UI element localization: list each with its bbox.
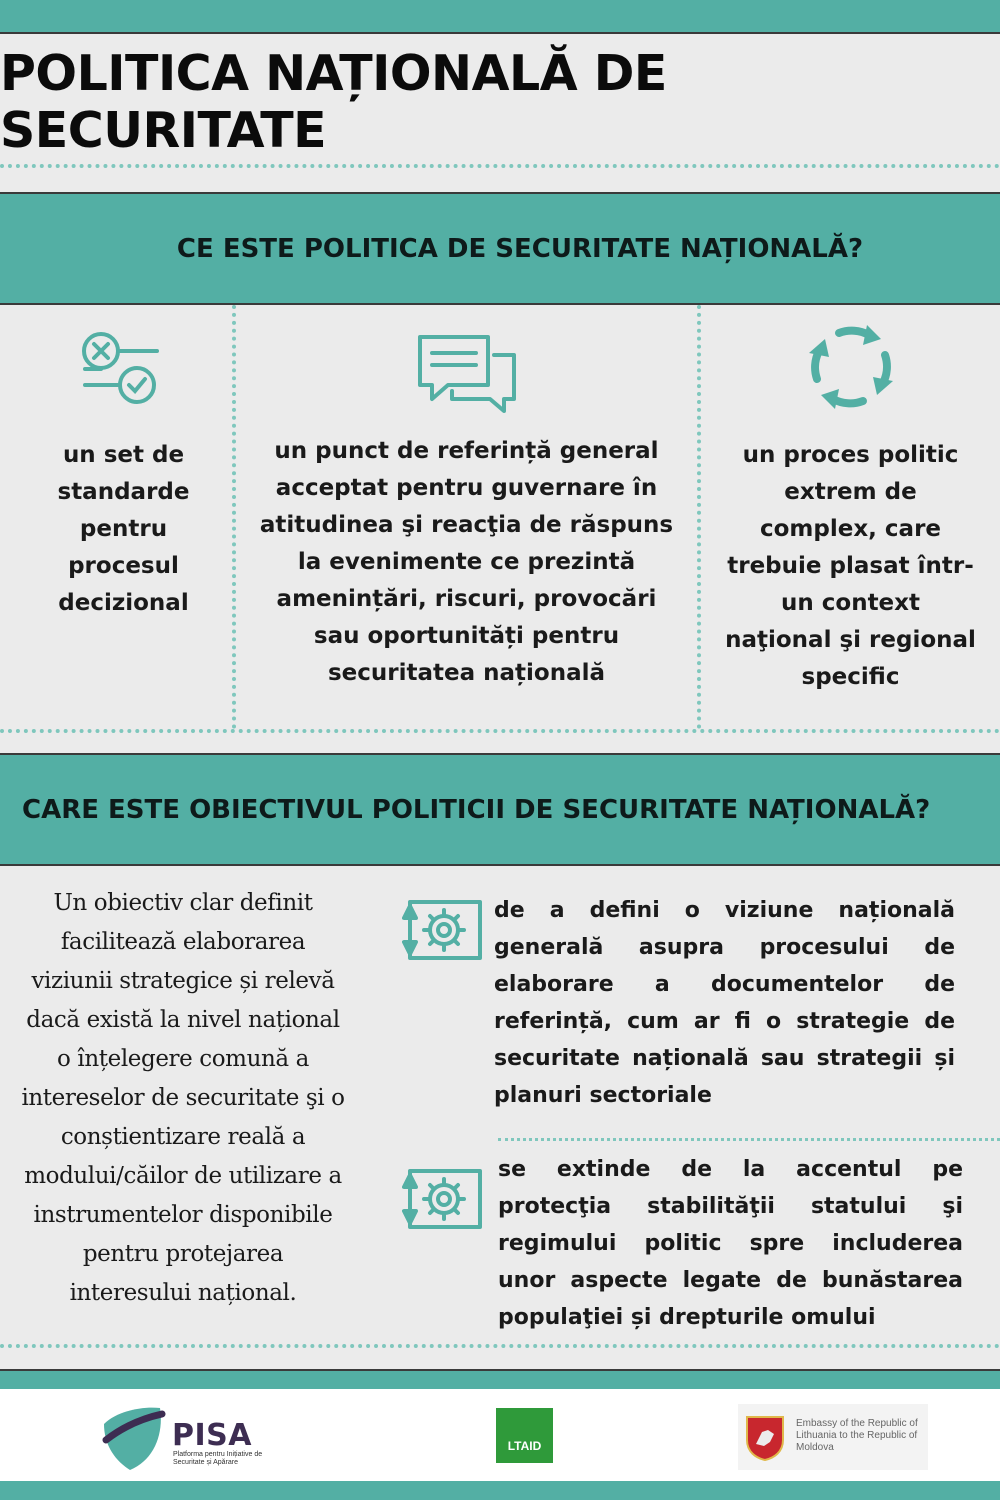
gear-refresh-icon bbox=[402, 898, 484, 964]
text-line: facilitează elaborarea bbox=[60, 929, 306, 955]
text-line: o înțelegere comună a bbox=[57, 1046, 309, 1072]
definition-column bbox=[236, 305, 697, 692]
text-line: extrem de bbox=[784, 479, 917, 505]
objective-intro bbox=[10, 884, 356, 1313]
text-line: complex, care bbox=[759, 516, 942, 542]
definition-column bbox=[15, 305, 232, 622]
text-line: la evenimente ce prezintă bbox=[297, 549, 636, 575]
text-line: naţional şi regional bbox=[725, 627, 976, 653]
bottom-band bbox=[0, 1481, 1000, 1500]
text-line: un punct de referință general bbox=[274, 438, 659, 464]
section-title: CE ESTE POLITICA DE SECURITATE NAȚIONALĂ? bbox=[176, 233, 864, 264]
text-line: viziunii strategice și relevă bbox=[31, 968, 335, 994]
ltaid-label: LTAID bbox=[507, 1439, 542, 1453]
pisa-subtitle: Platforma pentru Inițiative de Securitate și Apărare bbox=[173, 1451, 263, 1466]
dotted-divider bbox=[498, 1138, 1000, 1141]
text-line: pentru bbox=[79, 516, 168, 542]
page-title: POLITICA NAȚIONALĂ DE SECURITATE bbox=[0, 45, 667, 159]
text-line: pentru protejarea bbox=[82, 1241, 284, 1267]
text-line: intereselor de securitate şi o bbox=[21, 1085, 345, 1111]
text-line: specific bbox=[801, 664, 900, 690]
text-line: interesului național. bbox=[69, 1280, 297, 1306]
text-line: modului/căilor de utilizare a bbox=[24, 1163, 342, 1189]
ltaid-logo bbox=[496, 1408, 553, 1463]
gear-refresh-icon bbox=[402, 1167, 484, 1233]
text-line: procesul bbox=[68, 553, 179, 579]
text-line: sau oportunități pentru bbox=[313, 623, 620, 649]
section-title: CARE ESTE OBIECTIVUL POLITICII DE SECURITATE NAȚIONALĂ? bbox=[22, 794, 931, 825]
pisa-shield-logo bbox=[100, 1404, 166, 1474]
embassy-text: Embassy of the Republic of Lithuania to the Republic of Moldova bbox=[796, 1418, 918, 1453]
dotted-divider bbox=[0, 1344, 1000, 1348]
objective-item: se extinde de la accentul pe protecţia stabilităţii statului şi regimului politic spre includerea unor aspecte legate de bunăstarea populaţiei și drepturile omului bbox=[498, 1157, 963, 1330]
dotted-divider bbox=[0, 164, 1000, 168]
dotted-divider bbox=[0, 729, 1000, 733]
text-line: decizional bbox=[58, 590, 189, 616]
text-line: securitatea națională bbox=[327, 660, 606, 686]
lithuania-coat-of-arms-icon bbox=[744, 1414, 786, 1462]
objective-item: de a defini o viziune națională generală asupra procesului de elaborare a documentelor de referință, cum ar fi o strategie de securitate națională sau strategii și planuri sectoriale bbox=[494, 898, 955, 1108]
definition-text bbox=[701, 437, 1000, 696]
pisa-logo-text: PISA bbox=[172, 1418, 252, 1453]
cycle-arrows-icon bbox=[803, 319, 899, 415]
text-line: standarde bbox=[57, 479, 190, 505]
text-line: un set de bbox=[62, 442, 185, 468]
chat-bubbles-icon bbox=[414, 331, 520, 415]
definition-text bbox=[236, 433, 697, 692]
text-line: instrumentelor disponibile bbox=[33, 1202, 333, 1228]
title-area bbox=[0, 36, 1000, 168]
text-line: acceptat pentru guvernare în bbox=[275, 475, 658, 501]
top-band bbox=[0, 0, 1000, 34]
section-header bbox=[0, 192, 1000, 305]
text-line: un context bbox=[781, 590, 920, 616]
footer-band bbox=[0, 1369, 1000, 1389]
section-header bbox=[0, 753, 1000, 866]
definition-column bbox=[701, 305, 1000, 696]
text-line: Un obiectiv clar definit bbox=[53, 890, 313, 916]
text-line: un proces politic bbox=[742, 442, 959, 468]
criteria-check-icon bbox=[79, 325, 169, 415]
text-line: atitudinea şi reacţia de răspuns bbox=[259, 512, 674, 538]
text-line: amenințări, riscuri, provocări bbox=[276, 586, 657, 612]
text-line: dacă există la nivel național bbox=[26, 1007, 340, 1033]
text-line: conștientizare reală a bbox=[60, 1124, 306, 1150]
definition-text bbox=[15, 437, 232, 622]
text-line: trebuie plasat într- bbox=[727, 553, 974, 579]
